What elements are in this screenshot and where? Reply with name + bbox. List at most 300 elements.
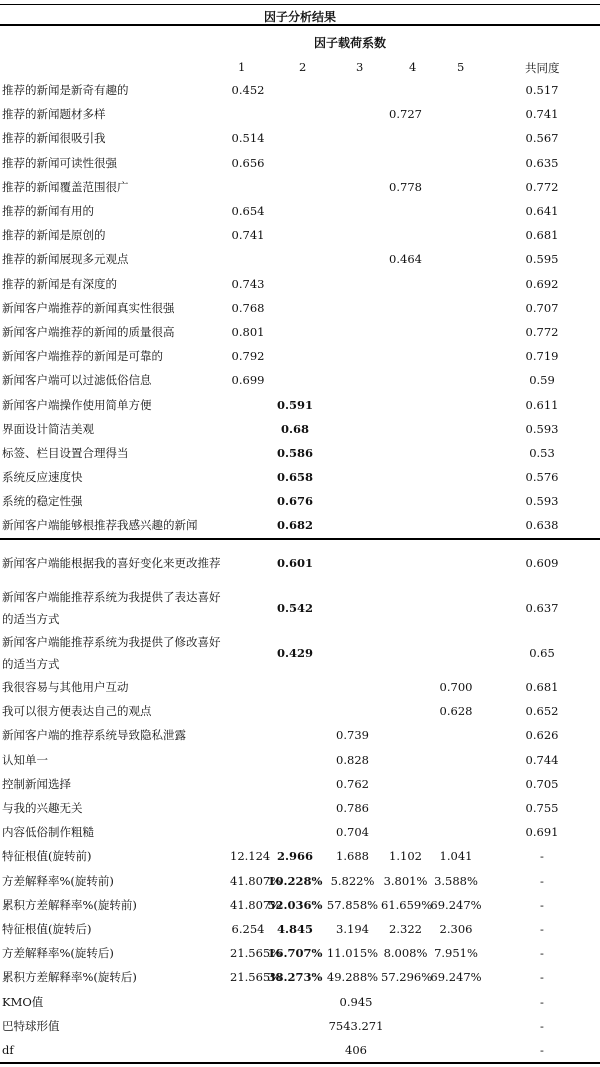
row-label: 内容低俗制作粗糙: [2, 825, 94, 840]
loading-cell-factor-1: [230, 699, 266, 723]
communality-cell: -: [540, 994, 544, 1009]
row-label: 方差解释率%(旋转后): [2, 946, 114, 961]
row-label: 标签、栏目设置合理得当: [2, 445, 129, 460]
loading-subtitle: 因子载荷系数: [313, 36, 386, 50]
communality-cell: 0.681: [525, 680, 559, 695]
table-row: [0, 540, 600, 585]
communality-cell: 0.744: [525, 752, 559, 767]
loading-cell-factor-1: [230, 772, 266, 796]
table-row: [0, 368, 600, 392]
table-row: [0, 199, 600, 223]
table-row: [0, 417, 600, 441]
loading-cell-factor-2: [266, 675, 324, 699]
communality-cell: 0.641: [525, 204, 559, 219]
loading-cell-factor-5: [430, 748, 482, 772]
loading-cell-factor-1: [230, 630, 266, 675]
summary-label: df: [2, 1042, 14, 1057]
row-label: 累积方差解释率%(旋转前): [2, 897, 137, 912]
row-label: 推荐的新闻题材多样: [2, 107, 106, 122]
loading-cell-factor-2: 0.429: [276, 645, 313, 660]
loading-cell-factor-2: [266, 772, 324, 796]
loading-cell-factor-3: [324, 223, 381, 247]
row-label: 新闻客户端能够根推荐我感兴趣的新闻: [2, 518, 198, 533]
loading-cell-factor-1: [230, 247, 266, 271]
loading-cell-factor-3: [324, 630, 381, 675]
row-label: 推荐的新闻是有深度的: [2, 276, 117, 291]
loading-cell-factor-1: 0.768: [231, 300, 265, 315]
loading-cell-factor-4: [381, 296, 430, 320]
loading-cell-factor-2: [266, 723, 324, 747]
row-label: 推荐的新闻有用的: [2, 204, 94, 219]
table-row: [0, 272, 600, 296]
loading-cell-factor-2: 10.228%: [267, 873, 323, 888]
loading-cell-factor-4: [381, 344, 430, 368]
loading-cell-factor-4: [381, 772, 430, 796]
table-row: [0, 78, 600, 102]
loading-cell-factor-1: 41.807%: [230, 897, 282, 912]
loading-cell-factor-1: 41.807%: [230, 873, 282, 888]
loading-cell-factor-5: 7.951%: [434, 946, 478, 961]
table-title: 因子分析结果: [263, 10, 336, 24]
loading-cell-factor-2: 0.682: [276, 518, 313, 533]
table-row: [0, 102, 600, 126]
row-label: 新闻客户端推荐的新闻是可靠的: [2, 349, 163, 364]
loading-cell-factor-3: 57.858%: [326, 897, 379, 912]
loading-cell-factor-1: 0.801: [231, 324, 265, 339]
loading-cell-factor-5: [430, 102, 482, 126]
table-row: [0, 893, 600, 917]
loading-cell-factor-4: [381, 820, 430, 844]
loading-cell-factor-5: [430, 151, 482, 175]
loading-cell-factor-1: [230, 820, 266, 844]
loading-cell-factor-4: [381, 417, 430, 441]
loading-cell-factor-3: 5.822%: [330, 873, 375, 888]
loading-cell-factor-5: [430, 772, 482, 796]
summary-row-df: [0, 1038, 600, 1062]
communality-cell: 0.681: [525, 228, 559, 243]
loading-cell-factor-2: [266, 820, 324, 844]
loading-cell-factor-1: 21.565%: [230, 946, 282, 961]
loading-cell-factor-1: [230, 465, 266, 489]
loading-cell-factor-4: [381, 796, 430, 820]
loading-cell-factor-1: 0.699: [231, 373, 265, 388]
loading-cell-factor-5: 69.247%: [430, 897, 482, 912]
summary-value: 0.945: [339, 994, 373, 1009]
loading-cell-factor-4: [381, 392, 430, 416]
communality-cell: 0.609: [525, 555, 559, 570]
loading-cell-factor-5: [430, 272, 482, 296]
loading-cell-factor-5: 0.700: [439, 680, 473, 695]
loading-cell-factor-3: [324, 417, 381, 441]
loading-cell-factor-5: [430, 820, 482, 844]
communality-cell: -: [540, 1042, 544, 1057]
loading-cell-factor-2: 0.658: [276, 470, 313, 485]
loading-cell-factor-3: 0.704: [336, 825, 369, 840]
bottom-rule: [0, 1062, 600, 1064]
communality-cell: -: [540, 897, 544, 912]
loading-cell-factor-3: [324, 175, 381, 199]
summary-value: 7543.271: [328, 1018, 384, 1033]
col-header-1: 1: [238, 60, 246, 74]
loading-cell-factor-4: 0.727: [389, 107, 422, 122]
row-label: 认知单一: [2, 752, 48, 767]
summary-value: 406: [345, 1042, 367, 1057]
table-row: [0, 585, 600, 630]
table-row: [0, 675, 600, 699]
loading-cell-factor-4: [381, 465, 430, 489]
col-header-2: 2: [299, 60, 307, 74]
loading-cell-factor-2: 0.586: [276, 445, 313, 460]
table-row: [0, 917, 600, 941]
loading-cell-factor-3: [324, 368, 381, 392]
table-row: [0, 869, 600, 893]
loading-cell-factor-2: 0.676: [276, 494, 313, 509]
loading-cell-factor-4: 2.322: [389, 921, 422, 936]
communality-cell: 0.595: [525, 252, 559, 267]
communality-cell: 0.741: [525, 107, 559, 122]
loading-cell-factor-2: 0.542: [276, 600, 313, 615]
loading-cell-factor-1: 12.124: [230, 849, 271, 864]
col-header-3: 3: [356, 60, 364, 74]
row-label: 系统反应速度快: [2, 470, 83, 485]
table-row: [0, 748, 600, 772]
table-row: [0, 223, 600, 247]
loading-cell-factor-2: [266, 78, 324, 102]
loading-cell-factor-4: 0.778: [389, 179, 422, 194]
loading-cell-factor-5: [430, 199, 482, 223]
loading-cell-factor-2: [266, 223, 324, 247]
loading-cell-factor-2: [266, 272, 324, 296]
table-row: [0, 344, 600, 368]
table-row: [0, 441, 600, 465]
loading-cell-factor-4: [381, 223, 430, 247]
loading-cell-factor-2: [266, 368, 324, 392]
loading-cell-factor-1: [230, 796, 266, 820]
loading-cell-factor-2: [266, 199, 324, 223]
loading-cell-factor-5: [430, 630, 482, 675]
loading-cell-factor-1: [230, 513, 266, 537]
loading-cell-factor-3: 0.786: [336, 801, 369, 816]
loading-cell-factor-4: 1.102: [389, 849, 422, 864]
loading-cell-factor-4: [381, 513, 430, 537]
loading-cell-factor-5: 3.588%: [434, 873, 478, 888]
loading-cell-factor-4: [381, 320, 430, 344]
loading-cell-factor-5: [430, 796, 482, 820]
row-label: 控制新闻选择: [2, 776, 71, 791]
loading-cell-factor-2: [266, 175, 324, 199]
loading-cell-factor-4: [381, 126, 430, 150]
loading-cell-factor-5: [430, 126, 482, 150]
loading-cell-factor-2: 16.707%: [267, 946, 323, 961]
row-label: 新闻客户端操作使用简单方便: [2, 397, 152, 412]
loading-cell-factor-4: [381, 585, 430, 630]
communality-cell: 0.692: [525, 276, 559, 291]
table-row: [0, 965, 600, 989]
loading-cell-factor-1: [230, 489, 266, 513]
loading-cell-factor-2: 0.591: [276, 397, 313, 412]
loading-cell-factor-4: [381, 630, 430, 675]
loading-cell-factor-4: [381, 699, 430, 723]
loading-cell-factor-3: [324, 151, 381, 175]
loading-cell-factor-1: 0.452: [231, 83, 265, 98]
loading-cell-factor-2: [266, 320, 324, 344]
row-label: 新闻客户端可以过滤低俗信息: [2, 373, 152, 388]
col-header-5: 5: [457, 60, 465, 74]
col-header-communality: 共同度: [525, 61, 560, 75]
loading-cell-factor-3: 0.739: [336, 728, 369, 743]
summary-label: KMO值: [2, 994, 44, 1009]
loading-cell-factor-2: [266, 748, 324, 772]
communality-cell: 0.755: [525, 801, 559, 816]
loading-cell-factor-3: 11.015%: [326, 946, 379, 961]
loading-cell-factor-3: [324, 489, 381, 513]
loading-cell-factor-2: [266, 699, 324, 723]
row-label: 界面设计简洁美观: [2, 421, 94, 436]
loading-cell-factor-5: [430, 392, 482, 416]
loading-cell-factor-1: [230, 540, 266, 585]
communality-cell: 0.593: [525, 494, 559, 509]
communality-cell: 0.567: [525, 131, 559, 146]
loading-cell-factor-1: 6.254: [231, 921, 265, 936]
loading-cell-factor-5: [430, 489, 482, 513]
table-row: [0, 820, 600, 844]
loading-cell-factor-2: [266, 102, 324, 126]
communality-cell: 0.772: [525, 179, 559, 194]
loading-cell-factor-3: [324, 102, 381, 126]
loading-cell-factor-3: [324, 465, 381, 489]
communality-cell: -: [540, 849, 544, 864]
loading-cell-factor-3: [324, 126, 381, 150]
loading-cell-factor-2: [266, 126, 324, 150]
loading-cell-factor-5: [430, 585, 482, 630]
table-row: [0, 247, 600, 271]
loading-cell-factor-4: [381, 441, 430, 465]
loading-cell-factor-1: [230, 175, 266, 199]
loading-cell-factor-1: 0.654: [231, 204, 265, 219]
loading-cell-factor-4: [381, 748, 430, 772]
loading-cell-factor-5: [430, 175, 482, 199]
communality-cell: 0.626: [525, 728, 559, 743]
loading-cell-factor-3: 3.194: [336, 921, 369, 936]
row-label: 方差解释率%(旋转前): [2, 873, 114, 888]
communality-cell: -: [540, 921, 544, 936]
loading-cell-factor-5: [430, 223, 482, 247]
table-row: [0, 465, 600, 489]
table-row: [0, 844, 600, 868]
loading-cell-factor-4: [381, 489, 430, 513]
loading-cell-factor-2: [266, 151, 324, 175]
loading-cell-factor-3: [324, 78, 381, 102]
row-label: 推荐的新闻展现多元观点: [2, 252, 129, 267]
loading-cell-factor-5: 0.628: [439, 704, 473, 719]
communality-cell: 0.707: [525, 300, 559, 315]
loading-cell-factor-5: [430, 344, 482, 368]
loading-cell-factor-5: [430, 513, 482, 537]
communality-cell: 0.65: [529, 645, 555, 660]
communality-cell: -: [540, 873, 544, 888]
summary-row-kmo: [0, 989, 600, 1013]
loading-cell-factor-1: [230, 675, 266, 699]
loading-cell-factor-4: [381, 675, 430, 699]
loading-cell-factor-5: [430, 723, 482, 747]
loading-cell-factor-3: [324, 540, 381, 585]
row-label: 推荐的新闻是新奇有趣的: [2, 83, 129, 98]
table-row: [0, 392, 600, 416]
loading-cell-factor-3: [324, 392, 381, 416]
loading-cell-factor-4: [381, 272, 430, 296]
table-row: [0, 941, 600, 965]
table-row: [0, 699, 600, 723]
col-header-4: 4: [409, 60, 417, 74]
communality-cell: 0.637: [525, 600, 559, 615]
loading-cell-factor-4: 61.659%: [381, 897, 433, 912]
loading-cell-factor-3: [324, 247, 381, 271]
loading-cell-factor-4: [381, 151, 430, 175]
row-label: 新闻客户端推荐的新闻的质量很高: [2, 324, 175, 339]
communality-cell: 0.593: [525, 421, 559, 436]
row-label: 新闻客户端能推荐系统为我提供了表达喜好的适当方式: [2, 589, 221, 626]
row-label: 新闻客户端推荐的新闻真实性很强: [2, 300, 175, 315]
communality-cell: -: [540, 970, 544, 985]
row-label: 累积方差解释率%(旋转后): [2, 970, 137, 985]
loading-cell-factor-2: 4.845: [276, 921, 313, 936]
loading-cell-factor-3: [324, 272, 381, 296]
table-row: [0, 796, 600, 820]
loading-cell-factor-1: [230, 102, 266, 126]
loading-cell-factor-5: [430, 368, 482, 392]
communality-cell: -: [540, 946, 544, 961]
row-label: 与我的兴趣无关: [2, 801, 83, 816]
communality-cell: 0.635: [525, 155, 559, 170]
loading-cell-factor-2: 2.966: [276, 849, 313, 864]
loading-cell-factor-1: 0.741: [231, 228, 265, 243]
communality-cell: 0.517: [525, 83, 559, 98]
row-label: 推荐的新闻可读性很强: [2, 155, 117, 170]
loading-cell-factor-1: [230, 585, 266, 630]
loading-cell-factor-3: 1.688: [336, 849, 369, 864]
communality-cell: 0.691: [525, 825, 559, 840]
loading-cell-factor-3: 49.288%: [326, 970, 379, 985]
loading-cell-factor-1: [230, 748, 266, 772]
communality-cell: 0.638: [525, 518, 559, 533]
summary-label: 巴特球形值: [2, 1018, 60, 1033]
table-row: [0, 320, 600, 344]
loading-cell-factor-5: 69.247%: [430, 970, 482, 985]
loading-cell-factor-4: [381, 368, 430, 392]
loading-cell-factor-2: 52.036%: [267, 897, 323, 912]
loading-cell-factor-3: [324, 675, 381, 699]
loading-cell-factor-3: [324, 320, 381, 344]
loading-cell-factor-3: [324, 344, 381, 368]
row-label: 我可以很方便表达自己的观点: [2, 704, 152, 719]
loading-cell-factor-5: 2.306: [439, 921, 473, 936]
loading-cell-factor-2: [266, 247, 324, 271]
loading-cell-factor-4: [381, 78, 430, 102]
loading-cell-factor-4: 0.464: [389, 252, 422, 267]
loading-cell-factor-5: [430, 417, 482, 441]
row-label: 新闻客户端能根据我的喜好变化来更改推荐: [2, 555, 221, 570]
loading-cell-factor-4: 57.296%: [381, 970, 433, 985]
loading-cell-factor-1: 0.656: [231, 155, 265, 170]
table-row: [0, 126, 600, 150]
loading-cell-factor-3: [324, 199, 381, 223]
table-row: [0, 296, 600, 320]
loading-cell-factor-2: 0.601: [276, 555, 313, 570]
loading-cell-factor-3: [324, 296, 381, 320]
loading-cell-factor-5: [430, 78, 482, 102]
loading-cell-factor-2: 38.273%: [267, 970, 323, 985]
loading-cell-factor-4: 3.801%: [383, 873, 428, 888]
table-row: [0, 630, 600, 675]
loading-table-bottom: [0, 540, 600, 1062]
loading-cell-factor-1: [230, 417, 266, 441]
row-label: 推荐的新闻覆盖范围很广: [2, 179, 129, 194]
loading-cell-factor-1: 0.792: [231, 349, 265, 364]
loading-cell-factor-4: [381, 540, 430, 585]
row-label: 推荐的新闻是原创的: [2, 228, 106, 243]
table-row: [0, 151, 600, 175]
loading-cell-factor-3: 0.762: [336, 776, 369, 791]
table-row: [0, 723, 600, 747]
communality-cell: 0.59: [529, 373, 555, 388]
loading-cell-factor-1: [230, 723, 266, 747]
table-row: [0, 772, 600, 796]
loading-cell-factor-1: [230, 441, 266, 465]
loading-cell-factor-5: [430, 247, 482, 271]
loading-cell-factor-1: 21.565%: [230, 970, 282, 985]
row-label: 我很容易与其他用户互动: [2, 680, 129, 695]
loading-cell-factor-1: 0.743: [231, 276, 265, 291]
loading-cell-factor-1: [230, 392, 266, 416]
loading-cell-factor-4: [381, 199, 430, 223]
loading-cell-factor-3: [324, 513, 381, 537]
loading-cell-factor-2: [266, 344, 324, 368]
communality-cell: 0.652: [525, 704, 559, 719]
communality-cell: 0.611: [525, 397, 559, 412]
loading-cell-factor-5: [430, 296, 482, 320]
table-row: [0, 175, 600, 199]
loading-cell-factor-1: 0.514: [231, 131, 265, 146]
communality-cell: 0.705: [525, 776, 559, 791]
top-rule: [0, 4, 600, 5]
loading-cell-factor-2: [266, 796, 324, 820]
loading-cell-factor-2: 0.68: [280, 421, 309, 436]
table-row: [0, 489, 600, 513]
title-rule: [0, 24, 600, 26]
table-row: [0, 513, 600, 537]
loading-cell-factor-5: [430, 441, 482, 465]
communality-cell: 0.772: [525, 324, 559, 339]
row-label: 特征根值(旋转前): [2, 849, 92, 864]
row-label: 新闻客户端能推荐系统为我提供了修改喜好的适当方式: [2, 634, 221, 671]
row-label: 特征根值(旋转后): [2, 921, 92, 936]
summary-row-bartlett: [0, 1014, 600, 1038]
row-label: 推荐的新闻很吸引我: [2, 131, 106, 146]
loading-cell-factor-4: [381, 723, 430, 747]
loading-cell-factor-5: [430, 540, 482, 585]
loading-cell-factor-3: [324, 441, 381, 465]
communality-cell: -: [540, 1018, 544, 1033]
communality-cell: 0.53: [529, 445, 555, 460]
loading-table-top: [0, 78, 600, 538]
loading-cell-factor-4: 8.008%: [383, 946, 428, 961]
communality-cell: 0.576: [525, 470, 559, 485]
loading-cell-factor-5: [430, 320, 482, 344]
row-label: 系统的稳定性强: [2, 494, 83, 509]
communality-cell: 0.719: [525, 349, 559, 364]
loading-cell-factor-3: [324, 699, 381, 723]
loading-cell-factor-5: 1.041: [439, 849, 473, 864]
